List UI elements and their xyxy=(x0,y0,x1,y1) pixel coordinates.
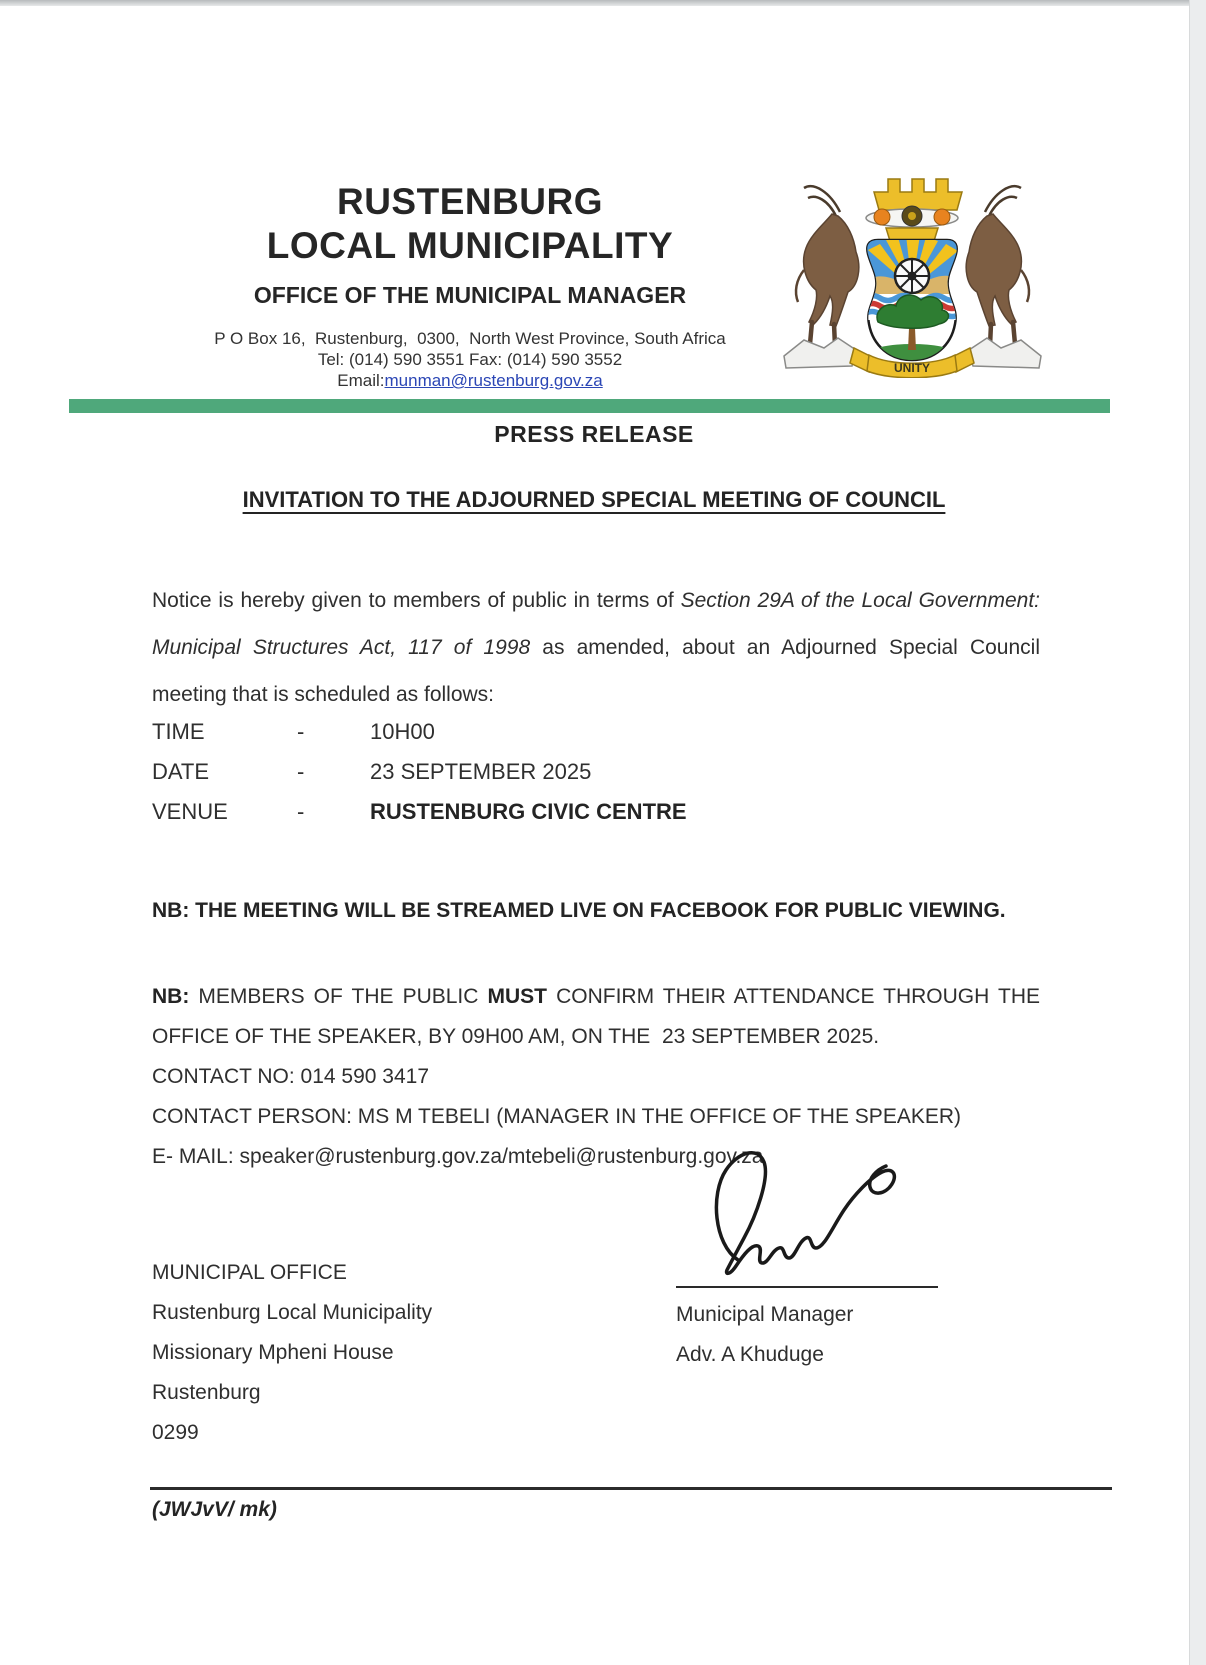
address-line: P O Box 16, Rustenburg, 0300, North West Province, South Africa xyxy=(214,329,726,348)
intro-paragraph xyxy=(152,577,1040,718)
signatory-block xyxy=(676,1295,853,1375)
letterhead xyxy=(190,180,750,391)
nb2-text-1: MEMBERS OF THE PUBLIC xyxy=(189,985,488,1008)
intro-act-citation: Section 29A of the Local Government: Municipal Structures Act, 117 of 1998 xyxy=(152,589,1040,659)
date-separator: - xyxy=(297,759,305,784)
nb-streaming-note: NB: THE MEETING WILL BE STREAMED LIVE ON FACEBOOK FOR PUBLIC VIEWING. xyxy=(152,899,1006,922)
detail-row-venue xyxy=(152,792,687,832)
tel-fax-text: Tel: (014) 590 3551 Fax: (014) 590 3552 Email: xyxy=(317,350,623,390)
email-link[interactable]: munman@rustenburg.gov.za xyxy=(384,371,603,390)
venue-value: RUSTENBURG CIVIC CENTRE xyxy=(370,799,687,824)
office-block-building: Missionary Mpheni House xyxy=(152,1341,394,1364)
date-value: 23 SEPTEMBER 2025 xyxy=(370,759,592,784)
intro-text-2: as amended, about an Adjourned Special Council meeting that is scheduled as follows: xyxy=(152,636,1040,706)
nb2-text-2: CONFIRM THEIR ATTENDANCE THROUGH THE OFFICE OF THE SPEAKER, BY 09H00 AM, ON THE 23 SEPTEMBER 2025. xyxy=(152,985,1046,1048)
time-label: TIME xyxy=(152,719,205,744)
antelope-right xyxy=(966,186,1041,368)
contact-email: E- MAIL: speaker@rustenburg.gov.za/mtebeli@rustenburg.gov.za xyxy=(152,1145,764,1168)
wagon-wheel xyxy=(895,259,929,293)
office-block-city: Rustenburg xyxy=(152,1381,261,1404)
meeting-details xyxy=(152,712,687,832)
venue-separator: - xyxy=(297,799,305,824)
nb-attendance-note xyxy=(152,977,1046,1057)
scan-edge-right xyxy=(1189,0,1206,1665)
detail-row-time xyxy=(152,712,687,752)
intro-text-1: Notice is hereby given to members of public in terms of xyxy=(152,589,681,612)
venue-label: VENUE xyxy=(152,799,228,824)
office-block-title: MUNICIPAL OFFICE xyxy=(152,1261,347,1284)
antelope-left xyxy=(784,186,859,368)
nb2-must: MUST xyxy=(487,985,548,1008)
date-label: DATE xyxy=(152,759,210,784)
detail-row-date xyxy=(152,752,687,792)
office-title: OFFICE OF THE MUNICIPAL MANAGER xyxy=(253,282,687,308)
municipal-crest xyxy=(770,160,1055,378)
crest-crown xyxy=(866,179,962,241)
municipal-office-block xyxy=(152,1253,432,1453)
signatory-title: Municipal Manager xyxy=(676,1303,854,1326)
org-name-line1: RUSTENBURG xyxy=(336,181,604,222)
crest-motto-text: UNITY xyxy=(894,361,930,375)
signature-line xyxy=(676,1286,938,1288)
reference-code: (JWJvV/ mk) xyxy=(152,1498,277,1521)
green-divider xyxy=(69,399,1110,413)
footer-rule xyxy=(150,1487,1112,1490)
invitation-title: INVITATION TO THE ADJOURNED SPECIAL MEETING OF COUNCIL xyxy=(242,487,946,512)
time-separator: - xyxy=(297,719,305,744)
org-name-line2: LOCAL MUNICIPALITY xyxy=(266,225,674,266)
contact-number: CONTACT NO: 014 590 3417 xyxy=(152,1065,430,1088)
signature xyxy=(686,1132,926,1302)
office-block-municipality: Rustenburg Local Municipality xyxy=(152,1301,433,1324)
nb2-label: NB: xyxy=(152,985,190,1008)
scan-edge-top xyxy=(0,0,1206,6)
contact-person: CONTACT PERSON: MS M TEBELI (MANAGER IN THE OFFICE OF THE SPEAKER) xyxy=(152,1105,962,1128)
time-value: 10H00 xyxy=(370,719,435,744)
contact-line xyxy=(190,349,750,391)
signatory-name: Adv. A Khuduge xyxy=(676,1343,824,1366)
press-release-title: PRESS RELEASE xyxy=(494,421,694,447)
office-block-postcode: 0299 xyxy=(152,1421,199,1444)
crest-shield xyxy=(864,235,962,360)
